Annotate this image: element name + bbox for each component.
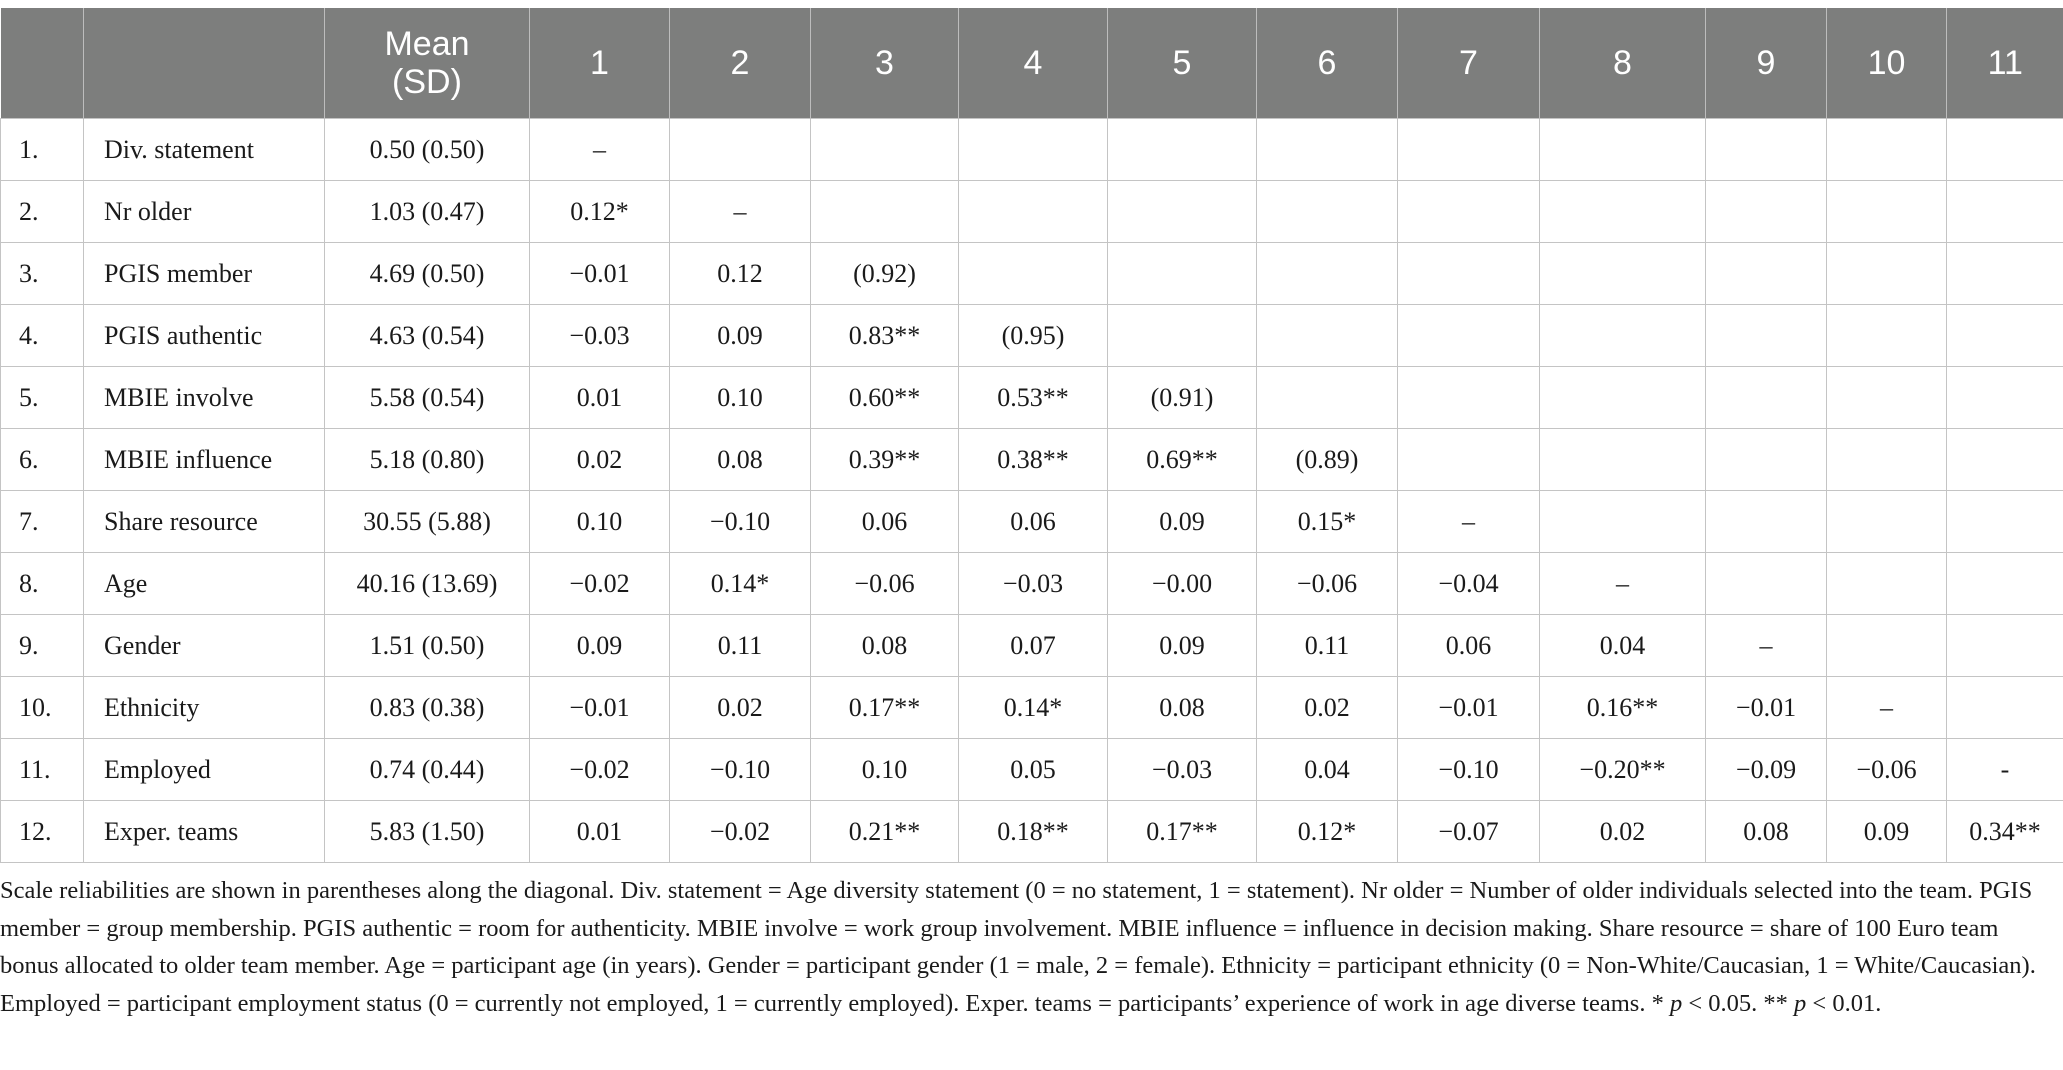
correlation-cell: 0.10 [670, 367, 811, 429]
correlation-cell: 0.05 [959, 739, 1108, 801]
correlation-cell [1947, 367, 2063, 429]
correlation-cell [1540, 305, 1706, 367]
sig1-prefix: * [1651, 989, 1670, 1017]
correlation-cell: 0.12 [670, 243, 811, 305]
header-col-7: 7 [1398, 8, 1540, 119]
correlation-cell [1540, 181, 1706, 243]
correlation-cell [1108, 181, 1257, 243]
mean-sd-cell: 0.83 (0.38) [325, 677, 530, 739]
correlation-cell [1827, 305, 1947, 367]
correlation-cell: 0.18** [959, 801, 1108, 863]
sig1-value: < 0.05. [1682, 989, 1764, 1017]
correlation-cell: – [670, 181, 811, 243]
correlation-cell: (0.92) [811, 243, 959, 305]
correlation-cell [1398, 367, 1540, 429]
correlation-cell [1706, 429, 1827, 491]
variable-label: Employed [84, 739, 325, 801]
correlation-cell: −0.10 [670, 739, 811, 801]
header-col-1: 1 [530, 8, 670, 119]
correlation-cell [1540, 119, 1706, 181]
variable-label: Age [84, 553, 325, 615]
correlation-cell [1827, 491, 1947, 553]
header-col-10: 10 [1827, 8, 1947, 119]
table-row [1, 305, 2063, 367]
correlation-cell: – [530, 119, 670, 181]
correlation-cell: −0.02 [530, 553, 670, 615]
correlation-cell: 0.83** [811, 305, 959, 367]
correlation-cell [811, 181, 959, 243]
table-row [1, 553, 2063, 615]
correlation-cell [1257, 367, 1398, 429]
correlation-cell: 0.39** [811, 429, 959, 491]
correlation-cell: 0.10 [811, 739, 959, 801]
correlation-cell: 0.02 [670, 677, 811, 739]
correlation-cell: – [1540, 553, 1706, 615]
table-row [1, 429, 2063, 491]
correlation-cell [1947, 553, 2063, 615]
header-col-11: 11 [1947, 8, 2063, 119]
correlation-cell [811, 119, 959, 181]
variable-label: PGIS member [84, 243, 325, 305]
variable-label: Ethnicity [84, 677, 325, 739]
header-col-6: 6 [1257, 8, 1398, 119]
correlation-cell [1257, 181, 1398, 243]
header-col-4: 4 [959, 8, 1108, 119]
correlation-cell: - [1947, 739, 2063, 801]
variable-label: PGIS authentic [84, 305, 325, 367]
correlation-cell [1108, 119, 1257, 181]
correlation-cell: 0.21** [811, 801, 959, 863]
header-col-5: 5 [1108, 8, 1257, 119]
correlation-cell [959, 119, 1108, 181]
row-number: 9. [1, 615, 84, 677]
row-number: 3. [1, 243, 84, 305]
correlation-cell: −0.03 [530, 305, 670, 367]
correlation-cell: −0.01 [530, 677, 670, 739]
correlation-cell: 0.69** [1108, 429, 1257, 491]
header-col-3: 3 [811, 8, 959, 119]
header-blank [1, 8, 84, 119]
correlation-cell [1706, 553, 1827, 615]
correlation-cell [1706, 305, 1827, 367]
correlation-cell [1706, 367, 1827, 429]
correlation-cell: (0.89) [1257, 429, 1398, 491]
correlation-cell [1706, 119, 1827, 181]
mean-sd-cell: 5.18 (0.80) [325, 429, 530, 491]
correlation-cell [1827, 615, 1947, 677]
correlation-cell: 0.09 [1108, 491, 1257, 553]
correlation-cell: −0.04 [1398, 553, 1540, 615]
mean-sd-cell: 40.16 (13.69) [325, 553, 530, 615]
sig2-p: p [1794, 989, 1807, 1017]
correlation-cell [1947, 677, 2063, 739]
correlation-cell: 0.60** [811, 367, 959, 429]
correlation-cell: 0.12* [1257, 801, 1398, 863]
correlation-cell: −0.02 [530, 739, 670, 801]
correlation-cell: −0.06 [811, 553, 959, 615]
table-row [1, 367, 2063, 429]
correlation-cell [1540, 429, 1706, 491]
correlation-cell [1398, 429, 1540, 491]
correlation-cell [959, 181, 1108, 243]
correlation-cell [1947, 429, 2063, 491]
correlation-cell [1947, 615, 2063, 677]
table-row [1, 491, 2063, 553]
correlation-cell [1257, 119, 1398, 181]
correlation-cell: (0.91) [1108, 367, 1257, 429]
table-row [1, 677, 2063, 739]
header-col-2: 2 [670, 8, 811, 119]
sig1-p: p [1669, 989, 1683, 1017]
correlation-cell [1827, 181, 1947, 243]
correlation-cell: 0.17** [1108, 801, 1257, 863]
correlation-cell [1947, 243, 2063, 305]
header-blank [84, 8, 325, 119]
row-number: 7. [1, 491, 84, 553]
row-number: 2. [1, 181, 84, 243]
correlation-cell: 0.11 [670, 615, 811, 677]
correlation-cell [1827, 429, 1947, 491]
correlation-cell: 0.10 [530, 491, 670, 553]
correlation-cell [1706, 243, 1827, 305]
correlation-cell: – [1706, 615, 1827, 677]
correlation-cell: −0.20** [1540, 739, 1706, 801]
variable-label: MBIE influence [84, 429, 325, 491]
correlation-cell: 0.06 [959, 491, 1108, 553]
correlation-cell [1947, 181, 2063, 243]
correlation-cell: −0.01 [1706, 677, 1827, 739]
correlation-cell [1827, 553, 1947, 615]
mean-sd-cell: 1.51 (0.50) [325, 615, 530, 677]
correlation-cell [1827, 243, 1947, 305]
correlation-cell: 0.02 [530, 429, 670, 491]
correlation-cell: 0.01 [530, 801, 670, 863]
correlation-cell [1108, 305, 1257, 367]
correlation-cell [1398, 181, 1540, 243]
correlation-cell: −0.10 [1398, 739, 1540, 801]
table-row [1, 801, 2063, 863]
correlation-cell [1540, 491, 1706, 553]
correlation-cell: 0.08 [811, 615, 959, 677]
mean-sd-cell: 4.63 (0.54) [325, 305, 530, 367]
header-row [1, 8, 2063, 119]
mean-sd-cell: 0.74 (0.44) [325, 739, 530, 801]
sig2-prefix: ** [1763, 989, 1795, 1017]
correlation-cell: 0.07 [959, 615, 1108, 677]
correlation-cell: −0.10 [670, 491, 811, 553]
header-mean-sd: Mean (SD) [325, 8, 530, 119]
mean-sd-cell: 4.69 (0.50) [325, 243, 530, 305]
table-header [1, 8, 2063, 119]
header-col-8: 8 [1540, 8, 1706, 119]
correlation-cell: 0.08 [1108, 677, 1257, 739]
correlation-cell [959, 243, 1108, 305]
correlation-cell: −0.01 [530, 243, 670, 305]
row-number: 6. [1, 429, 84, 491]
correlation-cell [1540, 367, 1706, 429]
header-col-9: 9 [1706, 8, 1827, 119]
row-number: 10. [1, 677, 84, 739]
correlation-cell: −0.06 [1257, 553, 1398, 615]
correlation-cell [1947, 491, 2063, 553]
correlation-cell: −0.06 [1827, 739, 1947, 801]
correlation-cell: 0.11 [1257, 615, 1398, 677]
correlation-cell: 0.09 [1827, 801, 1947, 863]
correlation-cell: 0.04 [1257, 739, 1398, 801]
variable-label: Nr older [84, 181, 325, 243]
correlation-cell: 0.53** [959, 367, 1108, 429]
correlation-cell [1827, 119, 1947, 181]
row-number: 5. [1, 367, 84, 429]
correlation-cell: (0.95) [959, 305, 1108, 367]
correlation-cell [1947, 305, 2063, 367]
correlation-cell: – [1827, 677, 1947, 739]
correlation-cell: 0.16** [1540, 677, 1706, 739]
correlation-cell [1827, 367, 1947, 429]
footnote-text: Scale reliabilities are shown in parentheses along the diagonal. Div. statement = Age diversity statement (0 = no statement, 1 = statement). Nr older = Number of older individuals selected into the team. PGIS member = group membership. PGIS authentic = room for authenticity. MBIE involve = work group involvement. MBIE influence = influence in decision making. Share resource = share of 100 Euro team bonus allocated to older team member. Age = participant age (in years). Gender = participant gender (1 = male, 2 = female). Ethnicity = participant ethnicity (0 = Non-White/Caucasian, 1 = White/Caucasian). Employed = participant employment status (0 = currently not employed, 1 = currently employed). Exper. teams = participants’ experience of work in age diverse teams. [0, 877, 2036, 1017]
row-number: 8. [1, 553, 84, 615]
correlation-cell: 0.15* [1257, 491, 1398, 553]
mean-sd-cell: 5.83 (1.50) [325, 801, 530, 863]
correlation-cell [1540, 243, 1706, 305]
correlation-cell: 0.02 [1257, 677, 1398, 739]
table-row [1, 739, 2063, 801]
table-footnote [0, 872, 2050, 1022]
row-number: 4. [1, 305, 84, 367]
mean-sd-cell: 5.58 (0.54) [325, 367, 530, 429]
correlation-cell [1257, 243, 1398, 305]
correlation-cell: −0.03 [1108, 739, 1257, 801]
correlation-cell: 0.06 [811, 491, 959, 553]
table-row [1, 119, 2063, 181]
correlation-table [0, 8, 2063, 863]
correlation-cell: 0.12* [530, 181, 670, 243]
correlation-cell [1257, 305, 1398, 367]
correlation-cell [1706, 491, 1827, 553]
correlation-cell: 0.17** [811, 677, 959, 739]
correlation-cell [1398, 119, 1540, 181]
correlation-cell: 0.14* [959, 677, 1108, 739]
table-row [1, 243, 2063, 305]
correlation-cell: −0.07 [1398, 801, 1540, 863]
variable-label: Div. statement [84, 119, 325, 181]
mean-sd-cell: 30.55 (5.88) [325, 491, 530, 553]
correlation-cell: 0.38** [959, 429, 1108, 491]
correlation-cell [1947, 119, 2063, 181]
correlation-cell: 0.09 [1108, 615, 1257, 677]
correlation-cell: 0.02 [1540, 801, 1706, 863]
correlation-cell [670, 119, 811, 181]
correlation-cell: 0.06 [1398, 615, 1540, 677]
variable-label: Exper. teams [84, 801, 325, 863]
variable-label: MBIE involve [84, 367, 325, 429]
correlation-cell: −0.03 [959, 553, 1108, 615]
row-number: 1. [1, 119, 84, 181]
table-row [1, 181, 2063, 243]
correlation-cell [1108, 243, 1257, 305]
correlation-cell: −0.01 [1398, 677, 1540, 739]
correlation-cell: 0.01 [530, 367, 670, 429]
row-number: 12. [1, 801, 84, 863]
correlation-cell: 0.08 [1706, 801, 1827, 863]
correlation-cell: 0.09 [530, 615, 670, 677]
variable-label: Share resource [84, 491, 325, 553]
correlation-cell: −0.00 [1108, 553, 1257, 615]
variable-label: Gender [84, 615, 325, 677]
correlation-cell: 0.34** [1947, 801, 2063, 863]
mean-sd-cell: 0.50 (0.50) [325, 119, 530, 181]
table-row [1, 615, 2063, 677]
correlation-cell: 0.04 [1540, 615, 1706, 677]
sig2-value: < 0.01. [1806, 989, 1882, 1017]
table-body [1, 119, 2063, 863]
correlation-cell: 0.14* [670, 553, 811, 615]
correlation-cell: −0.02 [670, 801, 811, 863]
correlation-cell: −0.09 [1706, 739, 1827, 801]
mean-sd-cell: 1.03 (0.47) [325, 181, 530, 243]
correlation-cell [1398, 243, 1540, 305]
correlation-cell [1706, 181, 1827, 243]
correlation-table-container [0, 8, 2063, 863]
correlation-cell [1398, 305, 1540, 367]
correlation-cell: 0.09 [670, 305, 811, 367]
correlation-cell: 0.08 [670, 429, 811, 491]
row-number: 11. [1, 739, 84, 801]
correlation-cell: – [1398, 491, 1540, 553]
